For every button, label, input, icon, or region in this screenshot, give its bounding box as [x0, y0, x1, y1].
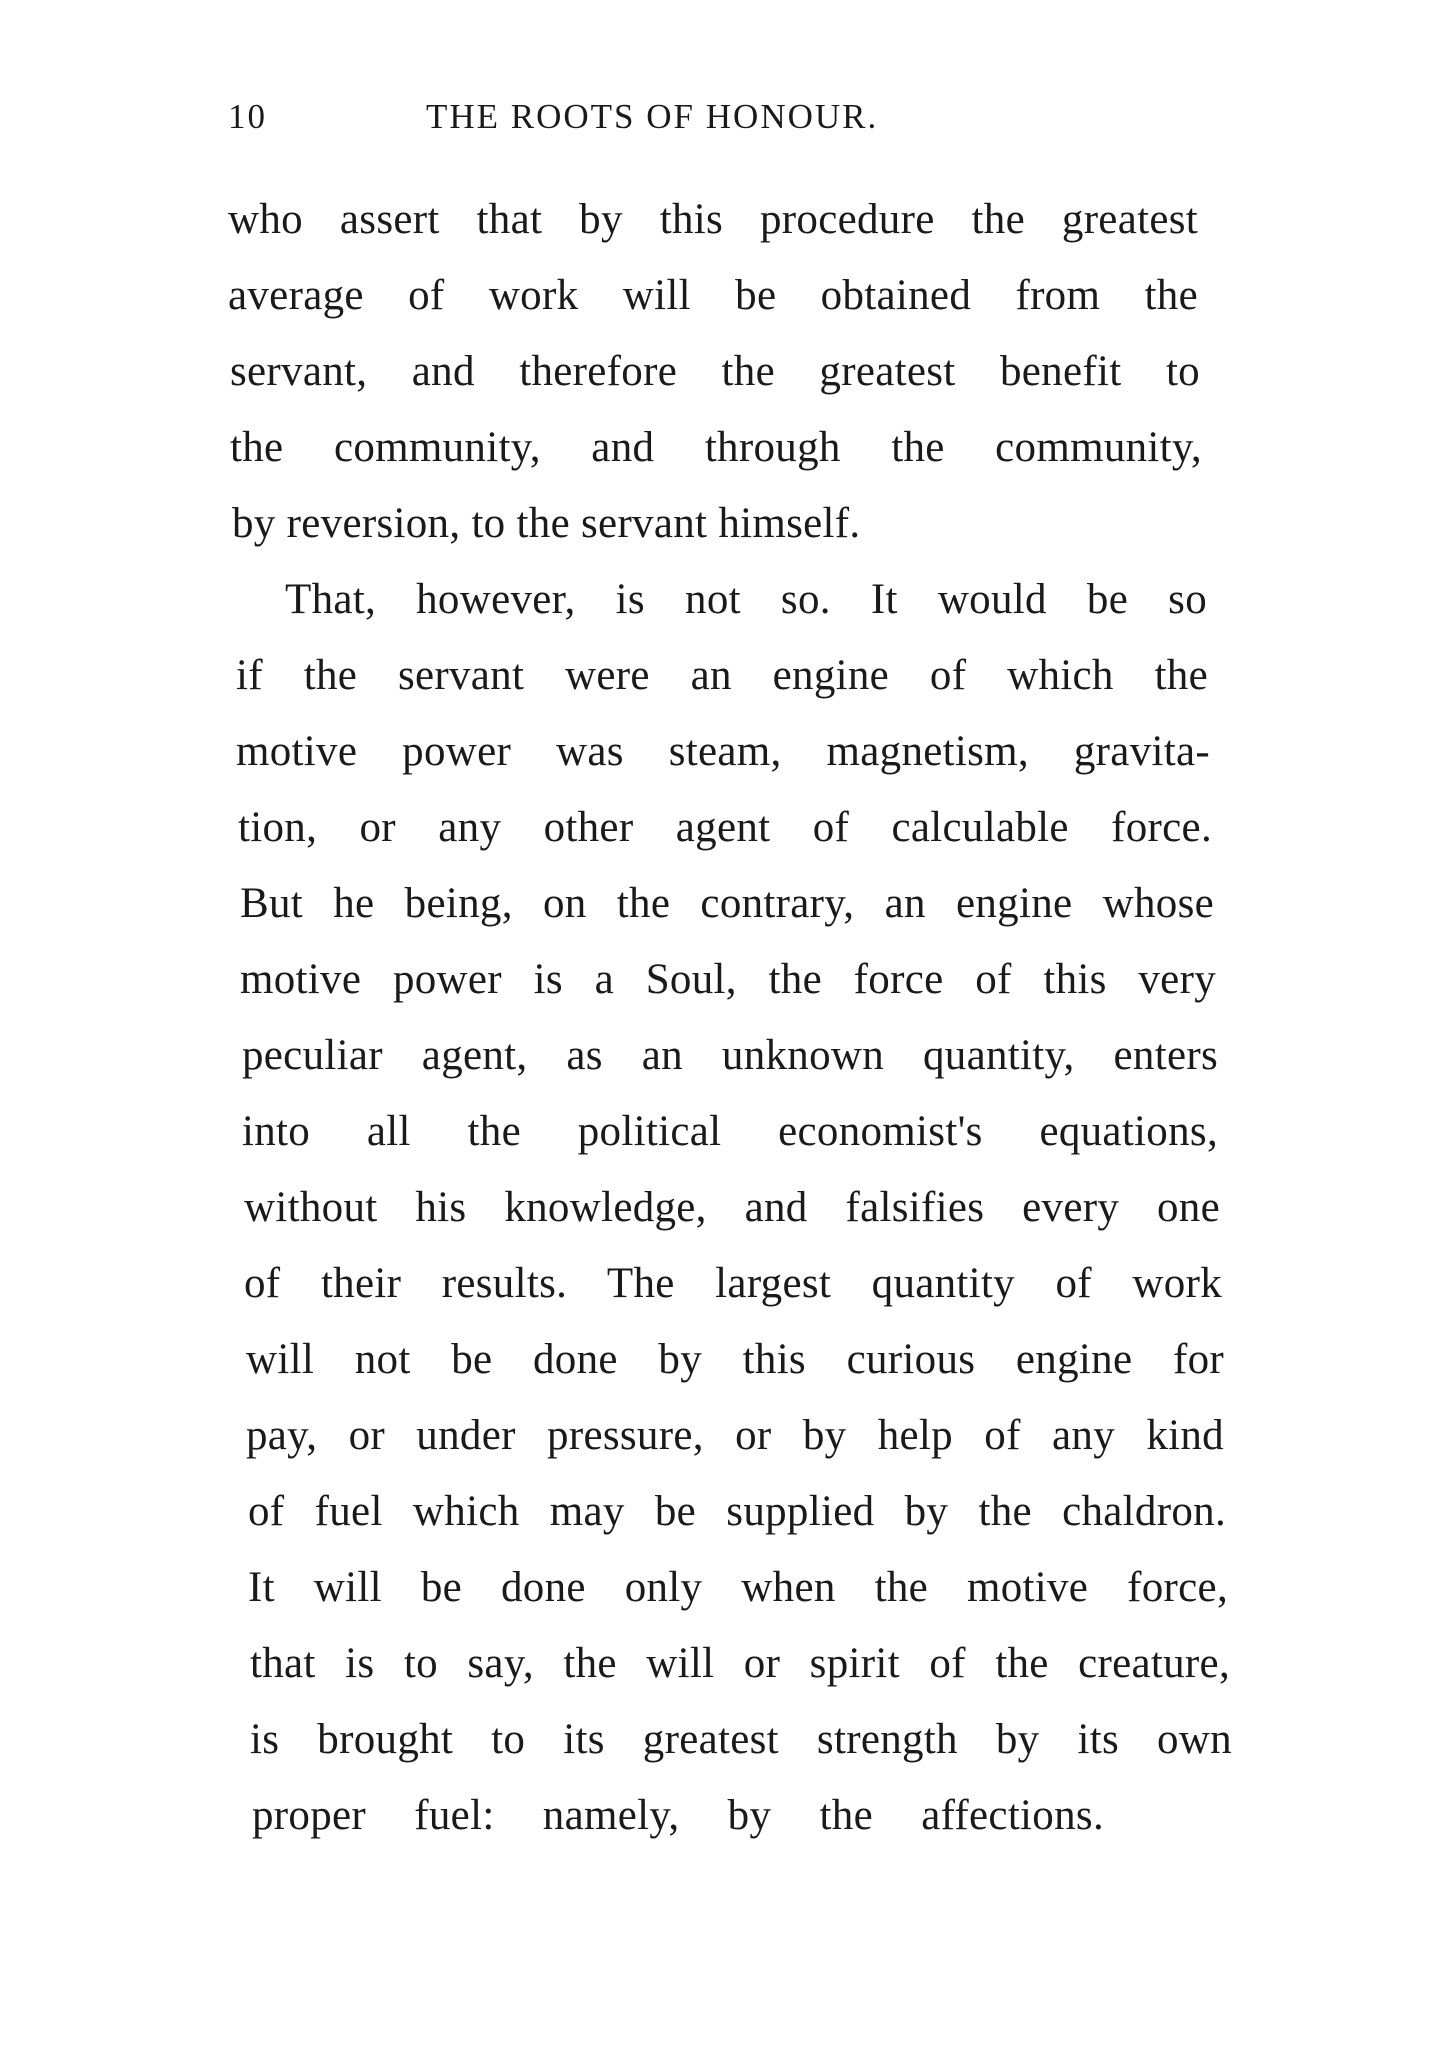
text-line: that is to say, the will or spirit of the creature, [250, 1640, 1230, 1687]
text-line: motive power was steam, magnetism, gravita- [236, 728, 1210, 775]
text-line-indented: That, however, is not so. It would be so [285, 576, 1207, 623]
text-line: without his knowledge, and falsifies every one [244, 1184, 1220, 1231]
text-line: But he being, on the contrary, an engine whose [240, 880, 1214, 927]
text-line: of fuel which may be supplied by the chaldron. [248, 1488, 1226, 1535]
text-line: proper fuel: namely, by the affections. [252, 1792, 1104, 1839]
text-line: servant, and therefore the greatest benefit to [230, 348, 1200, 395]
text-line: the community, and through the community, [230, 424, 1202, 471]
text-line: motive power is a Soul, the force of this very [240, 956, 1216, 1003]
text-line: It will be done only when the motive force, [248, 1564, 1228, 1611]
text-line: pay, or under pressure, or by help of any kind [246, 1412, 1224, 1459]
running-head [228, 92, 1008, 142]
text-line: is brought to its greatest strength by its own [250, 1716, 1232, 1763]
running-title: THE ROOTS OF HONOUR. [426, 97, 879, 136]
text-line: who assert that by this procedure the greatest [228, 196, 1198, 243]
text-line: if the servant were an engine of which the [236, 652, 1208, 699]
page-number: 10 [228, 97, 267, 136]
text-line: into all the political economist's equations, [242, 1108, 1218, 1155]
text-line: will not be done by this curious engine for [246, 1336, 1224, 1383]
text-line: average of work will be obtained from the [228, 272, 1198, 319]
text-line: tion, or any other agent of calculable force. [238, 804, 1212, 851]
text-line: by reversion, to the servant himself. [232, 500, 861, 547]
text-line: of their results. The largest quantity of work [244, 1260, 1222, 1307]
text-line: peculiar agent, as an unknown quantity, enters [242, 1032, 1218, 1079]
